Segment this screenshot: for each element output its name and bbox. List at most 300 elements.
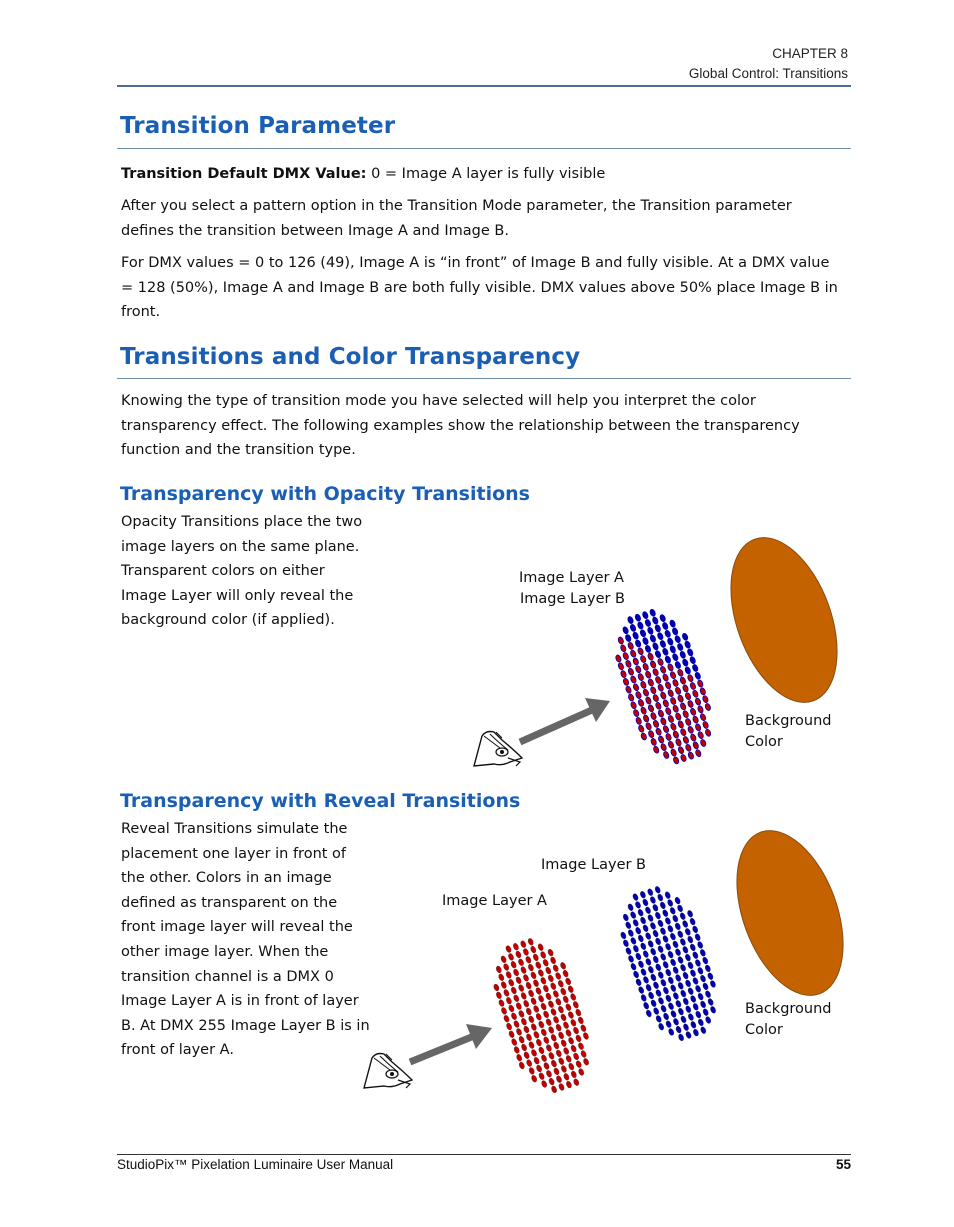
pixel-dot bbox=[662, 909, 669, 918]
opacity-label-b: Image Layer B bbox=[520, 591, 626, 607]
pixel-dot bbox=[639, 916, 646, 925]
pixel-dot bbox=[512, 968, 519, 977]
pixel-dot bbox=[630, 911, 637, 920]
pixel-dot bbox=[697, 941, 704, 950]
pixel-dot bbox=[707, 998, 714, 1007]
default-value-text: 0 = Image A layer is fully visible bbox=[371, 166, 606, 182]
pixel-dot bbox=[565, 977, 572, 986]
pixel-dot bbox=[565, 1080, 572, 1089]
pixel-dot bbox=[642, 950, 649, 959]
pixel-dot bbox=[667, 925, 674, 934]
pixel-dot bbox=[655, 963, 662, 972]
pixel-dot bbox=[689, 943, 696, 952]
pixel-dot bbox=[686, 910, 693, 919]
pixel-dot bbox=[679, 938, 686, 947]
pixel-dot bbox=[667, 1002, 674, 1011]
pixel-dot bbox=[528, 1015, 535, 1024]
pixel-dot bbox=[645, 958, 652, 967]
pixel-dot bbox=[704, 964, 711, 973]
pixel-dot bbox=[705, 1016, 712, 1025]
pixel-dot bbox=[555, 1049, 562, 1058]
pixel-dot bbox=[689, 917, 696, 926]
pixel-dot bbox=[662, 986, 669, 995]
chapter-label: CHAPTER 8 bbox=[772, 46, 848, 61]
pixel-dot bbox=[505, 1022, 512, 1031]
pixel-dot bbox=[520, 940, 527, 949]
pixel-dot bbox=[634, 901, 641, 910]
pixel-dot bbox=[532, 953, 539, 962]
pixel-dot bbox=[538, 1020, 545, 1029]
pixel-dot bbox=[662, 961, 669, 970]
pixel-dot bbox=[692, 951, 699, 960]
color-transparency-para: Knowing the type of transition mode you have selected will help you interpret the color transparency effect. The following examples show the relationship between the transparency function and the transition type. bbox=[121, 393, 800, 458]
pixel-dot bbox=[684, 928, 691, 937]
pixel-dot bbox=[620, 931, 627, 940]
pixel-dot bbox=[687, 1013, 694, 1022]
pixel-dot bbox=[549, 956, 556, 965]
pixel-dot bbox=[533, 1031, 540, 1040]
pixel-dot bbox=[632, 944, 639, 953]
pixel-dot bbox=[677, 982, 684, 991]
pixel-dot bbox=[530, 945, 537, 954]
pixel-dot bbox=[568, 1062, 575, 1071]
pixel-dot bbox=[545, 992, 552, 1001]
pixel-dot bbox=[562, 995, 569, 1004]
footer-rule bbox=[117, 1154, 851, 1155]
background-color-disc bbox=[716, 816, 863, 1010]
pixel-dot bbox=[550, 1008, 557, 1017]
pixel-dot bbox=[565, 1055, 572, 1064]
pixel-dot bbox=[565, 1029, 572, 1038]
pixel-dot bbox=[692, 925, 699, 934]
pixel-dot bbox=[674, 948, 681, 957]
pixel-dot bbox=[627, 903, 634, 912]
pixel-dot bbox=[677, 1033, 684, 1042]
pixel-dot bbox=[697, 967, 704, 976]
pixel-dot bbox=[513, 994, 520, 1003]
pixel-dot bbox=[657, 945, 664, 954]
transition-para-2: For DMX values = 0 to 126 (49), Image A is “in front” of Image B and fully visible. At a DMX value = 128 (50%), Image A and Image B are both fully visible. DMX values above 50% place Image B in front. bbox=[121, 255, 838, 320]
pixel-dot bbox=[545, 1018, 552, 1027]
pixel-dot bbox=[635, 926, 642, 935]
pixel-dot bbox=[667, 976, 674, 985]
pixel-dot bbox=[520, 1043, 527, 1052]
pixel-dot bbox=[537, 969, 544, 978]
pixel-dot bbox=[500, 1007, 507, 1016]
pixel-dot bbox=[650, 973, 657, 982]
pixel-dot bbox=[660, 953, 667, 962]
pixel-dot bbox=[697, 992, 704, 1001]
pixel-dot bbox=[538, 1046, 545, 1055]
pixel-dot bbox=[515, 1028, 522, 1037]
pixel-dot bbox=[644, 906, 651, 915]
pixel-dot bbox=[535, 1064, 542, 1073]
pixel-dot bbox=[660, 979, 667, 988]
pixel-dot bbox=[538, 1072, 545, 1081]
pixel-dot bbox=[652, 904, 659, 913]
pixel-dot bbox=[540, 951, 547, 960]
pixel-dot bbox=[500, 955, 507, 964]
pixel-dot bbox=[645, 983, 652, 992]
pixel-dot bbox=[525, 956, 532, 965]
pixel-dot bbox=[637, 934, 644, 943]
pixel-dot bbox=[682, 920, 689, 929]
pixel-dot bbox=[638, 986, 645, 995]
pixel-dot bbox=[545, 966, 552, 975]
pixel-dot bbox=[650, 947, 657, 956]
pixel-dot bbox=[570, 1044, 577, 1053]
pixel-dot bbox=[510, 986, 517, 995]
pixel-dot bbox=[580, 1024, 587, 1033]
color-transparency-heading: Transitions and Color Transparency bbox=[120, 344, 581, 370]
pixel-dot bbox=[503, 989, 510, 998]
pixel-dot bbox=[559, 962, 566, 971]
pixel-dot bbox=[542, 1010, 549, 1019]
reveal-bg-label-1: Background bbox=[745, 1001, 832, 1017]
pixel-dot bbox=[647, 991, 654, 1000]
pixel-dot bbox=[577, 1016, 584, 1025]
pixel-dot bbox=[680, 1015, 687, 1024]
pixel-dot bbox=[537, 995, 544, 1004]
pixel-dot bbox=[697, 1018, 704, 1027]
pixel-dot bbox=[528, 1041, 535, 1050]
pixel-dot bbox=[535, 987, 542, 996]
pixel-dot bbox=[689, 969, 696, 978]
pixel-dot bbox=[687, 961, 694, 970]
pixel-dot bbox=[622, 913, 629, 922]
pixel-dot bbox=[545, 1044, 552, 1053]
pixel-dot bbox=[525, 1007, 532, 1016]
pixel-dot bbox=[518, 1035, 525, 1044]
pixel-dot bbox=[675, 1025, 682, 1034]
pixel-dot bbox=[637, 908, 644, 917]
pixel-dot bbox=[567, 1011, 574, 1020]
pixel-dot bbox=[672, 940, 679, 949]
pixel-dot bbox=[543, 1062, 550, 1071]
pixel-dot bbox=[647, 888, 654, 897]
pixel-dot bbox=[537, 943, 544, 952]
pixel-dot bbox=[523, 999, 530, 1008]
pixel-dot bbox=[555, 1075, 562, 1084]
pixel-dot bbox=[567, 985, 574, 994]
pixel-dot bbox=[679, 964, 686, 973]
pixel-dot bbox=[674, 922, 681, 931]
transition-parameter-heading: Transition Parameter bbox=[120, 113, 396, 139]
pixel-dot bbox=[682, 997, 689, 1006]
pixel-dot bbox=[622, 939, 629, 948]
pixel-dot bbox=[699, 1000, 706, 1009]
pixel-dot bbox=[657, 893, 664, 902]
reveal-bg-label-2: Color bbox=[745, 1022, 783, 1038]
pixel-dot bbox=[503, 1014, 510, 1023]
pixel-dot bbox=[552, 964, 559, 973]
pixel-dot bbox=[558, 1057, 565, 1066]
pixel-dot bbox=[530, 1023, 537, 1032]
pixel-dot bbox=[654, 937, 661, 946]
pixel-dot bbox=[577, 1042, 584, 1051]
pixel-dot bbox=[632, 919, 639, 928]
reveal-text: Reveal Transitions simulate the placement one layer in front of the other. Colors in an image defined as transparent on the front image layer will reveal the other image layer. When the transition channel is a DMX 0 Image Layer A is in front of layer B. At DMX 255 Image Layer B is in front of layer A. bbox=[121, 821, 370, 1059]
pixel-dot bbox=[513, 1020, 520, 1029]
pixel-dot bbox=[570, 1070, 577, 1079]
pixel-dot bbox=[540, 977, 547, 986]
pixel-dot bbox=[527, 938, 534, 947]
pixel-dot bbox=[653, 1007, 660, 1016]
pixel-dot bbox=[672, 914, 679, 923]
pixel-dot bbox=[652, 955, 659, 964]
pixel-dot bbox=[550, 1059, 557, 1068]
pixel-dot bbox=[535, 1013, 542, 1022]
pixel-dot bbox=[677, 930, 684, 939]
pixel-dot bbox=[657, 997, 664, 1006]
pixel-dot bbox=[674, 896, 681, 905]
pixel-dot bbox=[672, 1018, 679, 1027]
pixel-dot bbox=[515, 976, 522, 985]
opacity-label-a: Image Layer A bbox=[519, 570, 624, 586]
pixel-dot bbox=[640, 942, 647, 951]
pixel-dot bbox=[635, 978, 642, 987]
pixel-dot bbox=[627, 955, 634, 964]
pixel-dot bbox=[639, 890, 646, 899]
pixel-dot bbox=[562, 969, 569, 978]
pixel-dot bbox=[637, 960, 644, 969]
pixel-dot bbox=[500, 981, 507, 990]
pixel-dot bbox=[695, 1010, 702, 1019]
pixel-dot bbox=[495, 991, 502, 1000]
pixel-dot bbox=[643, 1001, 650, 1010]
pixel-dot bbox=[563, 1073, 570, 1082]
pixel-dot bbox=[677, 956, 684, 965]
pixel-dot bbox=[677, 1007, 684, 1016]
pixel-dot bbox=[505, 971, 512, 980]
pixel-dot bbox=[525, 981, 532, 990]
pixel-dot bbox=[625, 921, 632, 930]
pixel-dot bbox=[575, 1060, 582, 1069]
pixel-dot bbox=[555, 998, 562, 1007]
pixel-dot bbox=[670, 1010, 677, 1019]
pixel-dot bbox=[665, 994, 672, 1003]
opacity-heading: Transparency with Opacity Transitions bbox=[120, 483, 530, 505]
pixel-dot bbox=[692, 1003, 699, 1012]
opacity-bg-label-2: Color bbox=[745, 734, 783, 750]
pixel-dot bbox=[527, 963, 534, 972]
pixel-dot bbox=[690, 995, 697, 1004]
pixel-dot bbox=[702, 1008, 709, 1017]
pixel-dot bbox=[540, 1028, 547, 1037]
pixel-dot bbox=[542, 959, 549, 968]
pixel-dot bbox=[632, 893, 639, 902]
reveal-heading: Transparency with Reveal Transitions bbox=[120, 790, 521, 812]
pixel-dot bbox=[572, 1052, 579, 1061]
pixel-dot bbox=[647, 965, 654, 974]
opacity-text: Opacity Transitions place the two image layers on the same plane. Transparent colors on either Image Layer will only reveal the background color (if applied). bbox=[121, 514, 363, 629]
pixel-dot bbox=[552, 1016, 559, 1025]
pixel-dot bbox=[692, 1028, 699, 1037]
pixel-dot bbox=[530, 1049, 537, 1058]
pixel-dot bbox=[503, 963, 510, 972]
pixel-dot bbox=[550, 1085, 557, 1094]
pixel-dot bbox=[520, 992, 527, 1001]
pixel-dot bbox=[557, 1005, 564, 1014]
pixel-dot bbox=[531, 1074, 538, 1083]
pixel-dot bbox=[647, 914, 654, 923]
pixel-dot bbox=[557, 1031, 564, 1040]
pixel-dot bbox=[665, 1020, 672, 1029]
pixel-dot bbox=[659, 901, 666, 910]
pixel-dot bbox=[649, 922, 656, 931]
pixel-dot bbox=[692, 977, 699, 986]
pixel-dot bbox=[694, 985, 701, 994]
pixel-dot bbox=[676, 904, 683, 913]
pixel-dot bbox=[667, 899, 674, 908]
pixel-dot bbox=[655, 989, 662, 998]
layer-b-dots bbox=[620, 886, 717, 1042]
pixel-dot bbox=[630, 937, 637, 946]
pixel-dot bbox=[507, 953, 514, 962]
pixel-dot bbox=[533, 1005, 540, 1014]
pixel-dot bbox=[513, 1046, 520, 1055]
pixel-dot bbox=[572, 1001, 579, 1010]
pixel-dot bbox=[700, 1026, 707, 1035]
pixel-dot bbox=[652, 981, 659, 990]
pixel-dot bbox=[640, 994, 647, 1003]
pixel-dot bbox=[704, 990, 711, 999]
pixel-dot bbox=[515, 1002, 522, 1011]
pixel-dot bbox=[647, 940, 654, 949]
pixel-dot bbox=[699, 949, 706, 958]
pixel-dot bbox=[547, 974, 554, 983]
pixel-dot bbox=[572, 1026, 579, 1035]
pixel-dot bbox=[527, 989, 534, 998]
pixel-dot bbox=[573, 1078, 580, 1087]
eye-icon bbox=[364, 1054, 412, 1089]
pixel-dot bbox=[511, 1038, 518, 1047]
footer-manual-title: StudioPix™ Pixelation Luminaire User Manual bbox=[117, 1157, 394, 1172]
pixel-dot bbox=[670, 984, 677, 993]
pixel-dot bbox=[657, 919, 664, 928]
reveal-label-a: Image Layer A bbox=[442, 893, 547, 909]
pixel-dot bbox=[548, 1077, 555, 1086]
pixel-dot bbox=[508, 978, 515, 987]
pixel-dot bbox=[550, 982, 557, 991]
pixel-dot bbox=[687, 935, 694, 944]
page-number: 55 bbox=[835, 1157, 851, 1172]
pixel-dot bbox=[510, 960, 517, 969]
pixel-dot bbox=[580, 1050, 587, 1059]
transition-para-1: After you select a pattern option in the Transition Mode parameter, the Transition parameter defines the transition between Image A and Image B. bbox=[121, 198, 792, 239]
pixel-dot bbox=[552, 990, 559, 999]
pixel-dot bbox=[684, 953, 691, 962]
pixel-dot bbox=[548, 1026, 555, 1035]
pixel-dot bbox=[555, 1023, 562, 1032]
reveal-label-b: Image Layer B bbox=[541, 857, 647, 873]
pixel-dot bbox=[493, 983, 500, 992]
pixel-dot bbox=[560, 1013, 567, 1022]
pixel-dot bbox=[645, 932, 652, 941]
pixel-dot bbox=[570, 993, 577, 1002]
pixel-dot bbox=[642, 924, 649, 933]
pixel-dot bbox=[682, 946, 689, 955]
pixel-dot bbox=[523, 1025, 530, 1034]
pixel-dot bbox=[702, 982, 709, 991]
pixel-dot bbox=[672, 992, 679, 1001]
pixel-dot bbox=[627, 929, 634, 938]
pixel-dot bbox=[498, 973, 505, 982]
pixel-dot bbox=[694, 959, 701, 968]
pixel-dot bbox=[575, 1008, 582, 1017]
pixel-dot bbox=[675, 974, 682, 983]
default-value-label: Transition Default DMX Value: bbox=[121, 166, 367, 182]
pixel-dot bbox=[508, 1004, 515, 1013]
pixel-dot bbox=[664, 917, 671, 926]
pixel-dot bbox=[640, 968, 647, 977]
pixel-dot bbox=[660, 1004, 667, 1013]
pixel-dot bbox=[525, 1033, 532, 1042]
pixel-dot bbox=[680, 989, 687, 998]
pixel-dot bbox=[657, 971, 664, 980]
pixel-dot bbox=[523, 1051, 530, 1060]
pixel-dot bbox=[530, 971, 537, 980]
pixel-dot bbox=[662, 935, 669, 944]
pixel-dot bbox=[685, 1005, 692, 1014]
pixel-dot bbox=[709, 1006, 716, 1015]
pixel-dot bbox=[658, 1022, 665, 1031]
section-label: Global Control: Transitions bbox=[688, 66, 848, 81]
pixel-dot bbox=[498, 999, 505, 1008]
pixel-dot bbox=[690, 1021, 697, 1030]
pixel-dot bbox=[553, 1041, 560, 1050]
opacity-bg-label-1: Background bbox=[745, 713, 832, 729]
pixel-dot bbox=[545, 1070, 552, 1079]
layer-a-dots bbox=[493, 938, 590, 1094]
pixel-dot bbox=[510, 1012, 517, 1021]
pixel-dot bbox=[560, 1065, 567, 1074]
pixel-dot bbox=[699, 974, 706, 983]
pixel-dot bbox=[659, 927, 666, 936]
pixel-dot bbox=[548, 1052, 555, 1061]
pixel-dot bbox=[565, 1003, 572, 1012]
pixel-dot bbox=[642, 898, 649, 907]
pixel-dot bbox=[541, 1080, 548, 1089]
pixel-dot bbox=[669, 958, 676, 967]
pixel-dot bbox=[679, 912, 686, 921]
pixel-dot bbox=[654, 911, 661, 920]
pixel-dot bbox=[533, 1056, 540, 1065]
pixel-dot bbox=[543, 1036, 550, 1045]
pixel-dot bbox=[652, 929, 659, 938]
pixel-dot bbox=[542, 984, 549, 993]
pixel-dot bbox=[687, 987, 694, 996]
pixel-dot bbox=[662, 1012, 669, 1021]
pixel-dot bbox=[625, 947, 632, 956]
pixel-dot bbox=[707, 972, 714, 981]
pixel-dot bbox=[557, 980, 564, 989]
pixel-dot bbox=[650, 999, 657, 1008]
pixel-dot bbox=[562, 1021, 569, 1030]
pixel-dot bbox=[654, 886, 661, 895]
pixel-dot bbox=[669, 907, 676, 916]
pixel-dot bbox=[668, 1028, 675, 1037]
pixel-dot bbox=[522, 974, 529, 983]
pixel-dot bbox=[567, 1037, 574, 1046]
pixel-dot bbox=[517, 958, 524, 967]
pixel-dot bbox=[526, 1059, 533, 1068]
pixel-dot bbox=[669, 932, 676, 941]
pixel-dot bbox=[505, 996, 512, 1005]
pixel-dot bbox=[563, 1047, 570, 1056]
pixel-dot bbox=[667, 950, 674, 959]
pixel-dot bbox=[512, 942, 519, 951]
